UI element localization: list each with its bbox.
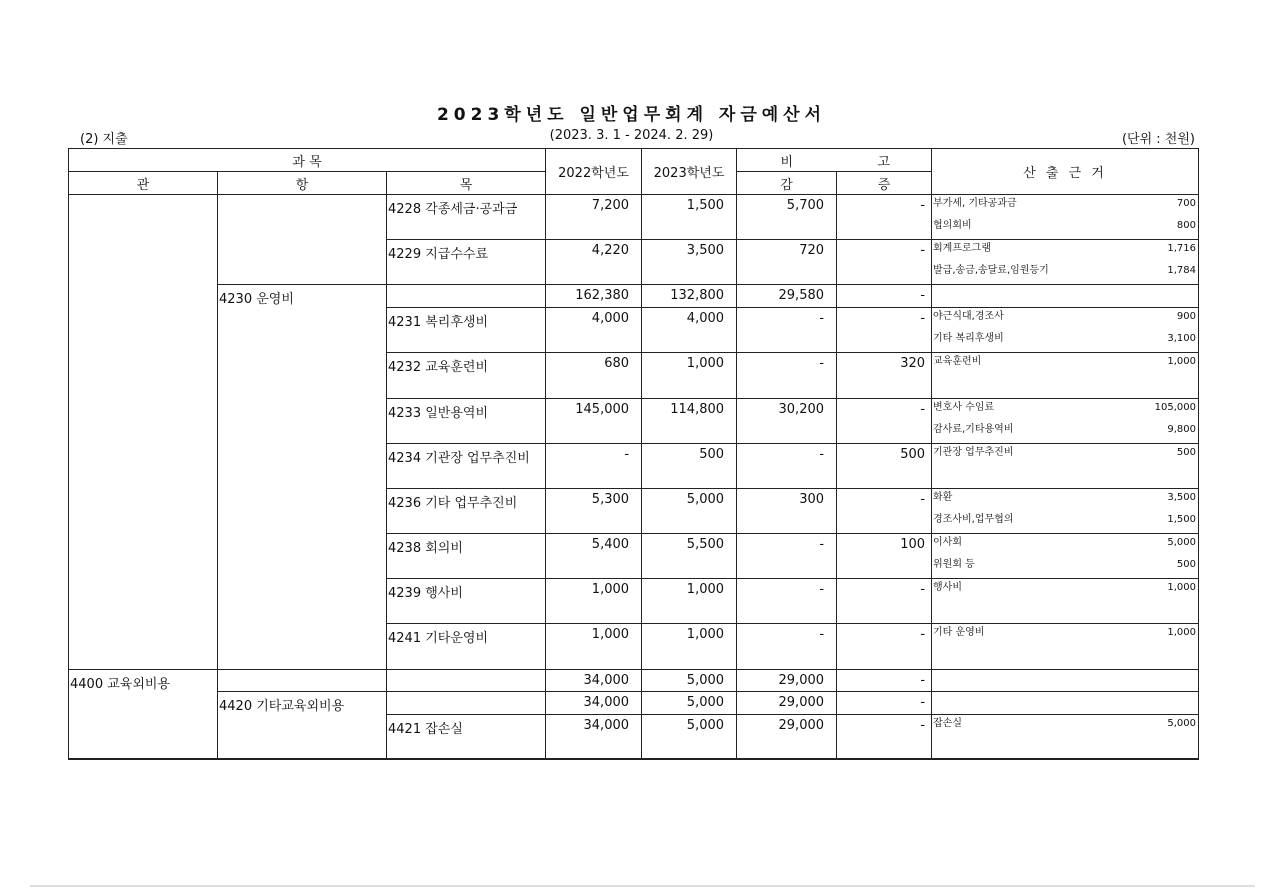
cell-basis	[932, 195, 1199, 240]
basis-label: 잡손실	[933, 717, 962, 729]
budget-row	[69, 240, 1199, 285]
basis-line	[933, 308, 1196, 330]
cell-increase: -	[837, 307, 932, 352]
cell-hang	[218, 443, 387, 488]
unit-label: (단위 : 천원)	[1121, 132, 1195, 147]
budget-row	[69, 352, 1199, 398]
basis-line	[933, 444, 1196, 466]
basis-label: 발급,송금,송달료,임원등기	[933, 265, 1049, 276]
header-gwa-mok: 과 목	[69, 149, 546, 172]
cell-mok: 4421 잡손실	[387, 714, 546, 759]
basis-label: 화환	[933, 491, 953, 503]
cell-basis	[932, 443, 1199, 488]
basis-line	[933, 715, 1196, 737]
cell-2023: 500	[642, 443, 737, 488]
cell-basis	[932, 307, 1199, 352]
cell-mok: 4234 기관장 업무추진비	[387, 443, 546, 488]
cell-decrease: -	[737, 307, 837, 352]
cell-decrease: 29,000	[737, 669, 837, 692]
cell-basis	[932, 623, 1199, 669]
cell-2022: -	[546, 443, 642, 488]
basis-label: 변호사 수임료	[933, 401, 995, 413]
budget-row	[69, 578, 1199, 623]
budget-row	[69, 195, 1199, 240]
basis-label: 행사비	[933, 581, 962, 593]
basis-amount: 1,784	[1167, 265, 1197, 276]
cell-basis	[932, 398, 1199, 443]
cell-mok: 4228 각종세금·공과금	[387, 195, 546, 240]
cell-increase: 320	[837, 352, 932, 398]
cell-decrease: 29,000	[737, 714, 837, 759]
header-gam: 감	[737, 172, 837, 195]
cell-decrease: -	[737, 623, 837, 669]
cell-increase: -	[837, 623, 932, 669]
cell-hang	[218, 352, 387, 398]
basis-label: 교육훈련비	[933, 355, 982, 367]
cell-mok: 4241 기타운영비	[387, 623, 546, 669]
cell-increase: -	[837, 488, 932, 533]
cell-2023: 1,000	[642, 352, 737, 398]
cell-gwan	[69, 307, 218, 352]
basis-amount: 3,100	[1167, 332, 1197, 344]
basis-amount: 105,000	[1154, 401, 1197, 413]
basis-line	[933, 489, 1196, 511]
cell-basis	[932, 692, 1199, 715]
cell-gwan: 4400 교육외비용	[69, 669, 218, 692]
cell-2023: 132,800	[642, 285, 737, 308]
cell-gwan	[69, 488, 218, 533]
basis-amount: 1,000	[1167, 626, 1197, 638]
cell-increase: -	[837, 240, 932, 285]
budget-row	[69, 692, 1199, 715]
cell-basis	[932, 352, 1199, 398]
header-2022: 2022학년도	[546, 149, 642, 195]
budget-row	[69, 488, 1199, 533]
cell-2023: 5,000	[642, 692, 737, 715]
cell-increase: 500	[837, 443, 932, 488]
cell-decrease: 29,580	[737, 285, 837, 308]
basis-amount: 700	[1176, 198, 1197, 209]
cell-2023: 1,000	[642, 578, 737, 623]
basis-amount: 3,500	[1167, 491, 1197, 503]
cell-gwan	[69, 692, 218, 715]
cell-gwan	[69, 195, 218, 240]
basis-line	[933, 399, 1196, 421]
cell-gwan	[69, 714, 218, 759]
basis-line	[933, 262, 1196, 284]
cell-basis	[932, 488, 1199, 533]
section-label: (2) 지출	[80, 132, 128, 147]
basis-label: 기타 운영비	[933, 626, 985, 638]
basis-label: 야근식대,경조사	[933, 310, 1004, 322]
cell-2022: 1,000	[546, 623, 642, 669]
cell-basis	[932, 285, 1199, 308]
cell-mok: 4239 행사비	[387, 578, 546, 623]
cell-2023: 1,000	[642, 623, 737, 669]
cell-basis	[932, 533, 1199, 578]
basis-label: 회계프로그램	[933, 243, 991, 254]
basis-amount: 1,716	[1167, 243, 1197, 254]
header-bigo-bi: 비	[737, 149, 837, 172]
budget-row	[69, 669, 1199, 692]
basis-label: 기관장 업무추진비	[933, 446, 1014, 458]
cell-decrease: -	[737, 443, 837, 488]
document-title: 2023학년도 일반업무회계 자금예산서	[436, 105, 827, 125]
cell-hang	[218, 488, 387, 533]
cell-increase: -	[837, 714, 932, 759]
header-row-1	[69, 149, 1199, 172]
cell-mok	[387, 692, 546, 715]
cell-2022: 7,200	[546, 195, 642, 240]
header-bigo-go: 고	[837, 149, 932, 172]
basis-label: 위원회 등	[933, 558, 975, 570]
cell-hang	[218, 533, 387, 578]
cell-mok	[387, 285, 546, 308]
cell-gwan	[69, 533, 218, 578]
basis-label: 부가세, 기타공과금	[933, 198, 1017, 209]
basis-amount: 500	[1176, 446, 1197, 458]
cell-decrease: 29,000	[737, 692, 837, 715]
cell-decrease: -	[737, 352, 837, 398]
basis-line	[933, 534, 1196, 556]
cell-increase: -	[837, 669, 932, 692]
page-edge-line	[30, 885, 1255, 887]
basis-amount: 900	[1176, 310, 1197, 322]
basis-amount: 9,800	[1167, 423, 1197, 435]
cell-2023: 5,000	[642, 488, 737, 533]
basis-line	[933, 330, 1196, 352]
cell-2022: 680	[546, 352, 642, 398]
cell-gwan	[69, 352, 218, 398]
basis-amount: 1,000	[1167, 355, 1197, 367]
cell-2023: 5,500	[642, 533, 737, 578]
cell-increase: -	[837, 195, 932, 240]
cell-hang	[218, 307, 387, 352]
cell-mok: 4236 기타 업무추진비	[387, 488, 546, 533]
cell-mok: 4232 교육훈련비	[387, 352, 546, 398]
basis-line	[933, 353, 1196, 375]
cell-2022: 34,000	[546, 669, 642, 692]
basis-line	[933, 511, 1196, 533]
cell-decrease: -	[737, 578, 837, 623]
header-2023: 2023학년도	[642, 149, 737, 195]
cell-hang	[218, 398, 387, 443]
cell-2023: 5,000	[642, 669, 737, 692]
cell-2023: 5,000	[642, 714, 737, 759]
basis-label: 감사료,기타용역비	[933, 423, 1014, 435]
cell-gwan	[69, 240, 218, 285]
cell-hang: 4230 운영비	[218, 285, 387, 308]
cell-2023: 114,800	[642, 398, 737, 443]
basis-amount: 800	[1176, 220, 1197, 231]
cell-mok: 4229 지급수수료	[387, 240, 546, 285]
basis-label: 경조사비,업무협의	[933, 513, 1014, 525]
cell-2022: 4,220	[546, 240, 642, 285]
basis-label: 이사회	[933, 536, 962, 548]
basis-line	[933, 195, 1196, 217]
cell-decrease: 30,200	[737, 398, 837, 443]
fiscal-period: (2023. 3. 1 - 2024. 2. 29)	[549, 128, 714, 143]
cell-hang	[218, 195, 387, 240]
basis-amount: 1,500	[1167, 513, 1197, 525]
basis-line	[933, 624, 1196, 646]
cell-gwan	[69, 623, 218, 669]
cell-increase: -	[837, 578, 932, 623]
cell-increase: -	[837, 285, 932, 308]
cell-decrease: 300	[737, 488, 837, 533]
cell-hang	[218, 714, 387, 759]
budget-row	[69, 285, 1199, 308]
budget-row	[69, 307, 1199, 352]
budget-row	[69, 398, 1199, 443]
cell-gwan	[69, 578, 218, 623]
cell-2022: 34,000	[546, 714, 642, 759]
cell-2023: 1,500	[642, 195, 737, 240]
cell-basis	[932, 669, 1199, 692]
cell-hang	[218, 578, 387, 623]
budget-row	[69, 623, 1199, 669]
cell-hang	[218, 669, 387, 692]
cell-2023: 4,000	[642, 307, 737, 352]
cell-mok: 4238 회의비	[387, 533, 546, 578]
cell-increase: -	[837, 398, 932, 443]
cell-basis	[932, 578, 1199, 623]
cell-hang	[218, 240, 387, 285]
cell-2022: 34,000	[546, 692, 642, 715]
header-basis: 산 출 근 거	[932, 149, 1199, 195]
basis-line	[933, 421, 1196, 443]
cell-basis	[932, 240, 1199, 285]
cell-decrease: 720	[737, 240, 837, 285]
cell-2022: 145,000	[546, 398, 642, 443]
basis-amount: 5,000	[1167, 717, 1197, 729]
basis-line	[933, 217, 1196, 239]
cell-2022: 1,000	[546, 578, 642, 623]
budget-row	[69, 533, 1199, 578]
cell-2023: 3,500	[642, 240, 737, 285]
cell-gwan	[69, 285, 218, 308]
cell-gwan	[69, 398, 218, 443]
cell-mok	[387, 669, 546, 692]
basis-line	[933, 556, 1196, 578]
cell-increase: -	[837, 692, 932, 715]
cell-mok: 4231 복리후생비	[387, 307, 546, 352]
header-hang: 항	[218, 172, 387, 195]
cell-basis	[932, 714, 1199, 759]
cell-2022: 4,000	[546, 307, 642, 352]
cell-increase: 100	[837, 533, 932, 578]
header-mok: 목	[387, 172, 546, 195]
budget-row	[69, 443, 1199, 488]
budget-row	[69, 714, 1199, 759]
cell-gwan	[69, 443, 218, 488]
cell-decrease: 5,700	[737, 195, 837, 240]
basis-amount: 500	[1176, 558, 1197, 570]
header-jeung: 증	[837, 172, 932, 195]
cell-mok: 4233 일반용역비	[387, 398, 546, 443]
cell-2022: 5,400	[546, 533, 642, 578]
basis-amount: 5,000	[1167, 536, 1197, 548]
cell-hang: 4420 기타교육외비용	[218, 692, 387, 715]
header-gwan: 관	[69, 172, 218, 195]
basis-line	[933, 579, 1196, 601]
budget-table	[68, 148, 1199, 760]
cell-hang	[218, 623, 387, 669]
basis-label: 협의회비	[933, 220, 972, 231]
cell-2022: 5,300	[546, 488, 642, 533]
basis-amount: 1,000	[1167, 581, 1197, 593]
basis-label: 기타 복리후생비	[933, 332, 1004, 344]
cell-2022: 162,380	[546, 285, 642, 308]
cell-decrease: -	[737, 533, 837, 578]
basis-line	[933, 240, 1196, 262]
